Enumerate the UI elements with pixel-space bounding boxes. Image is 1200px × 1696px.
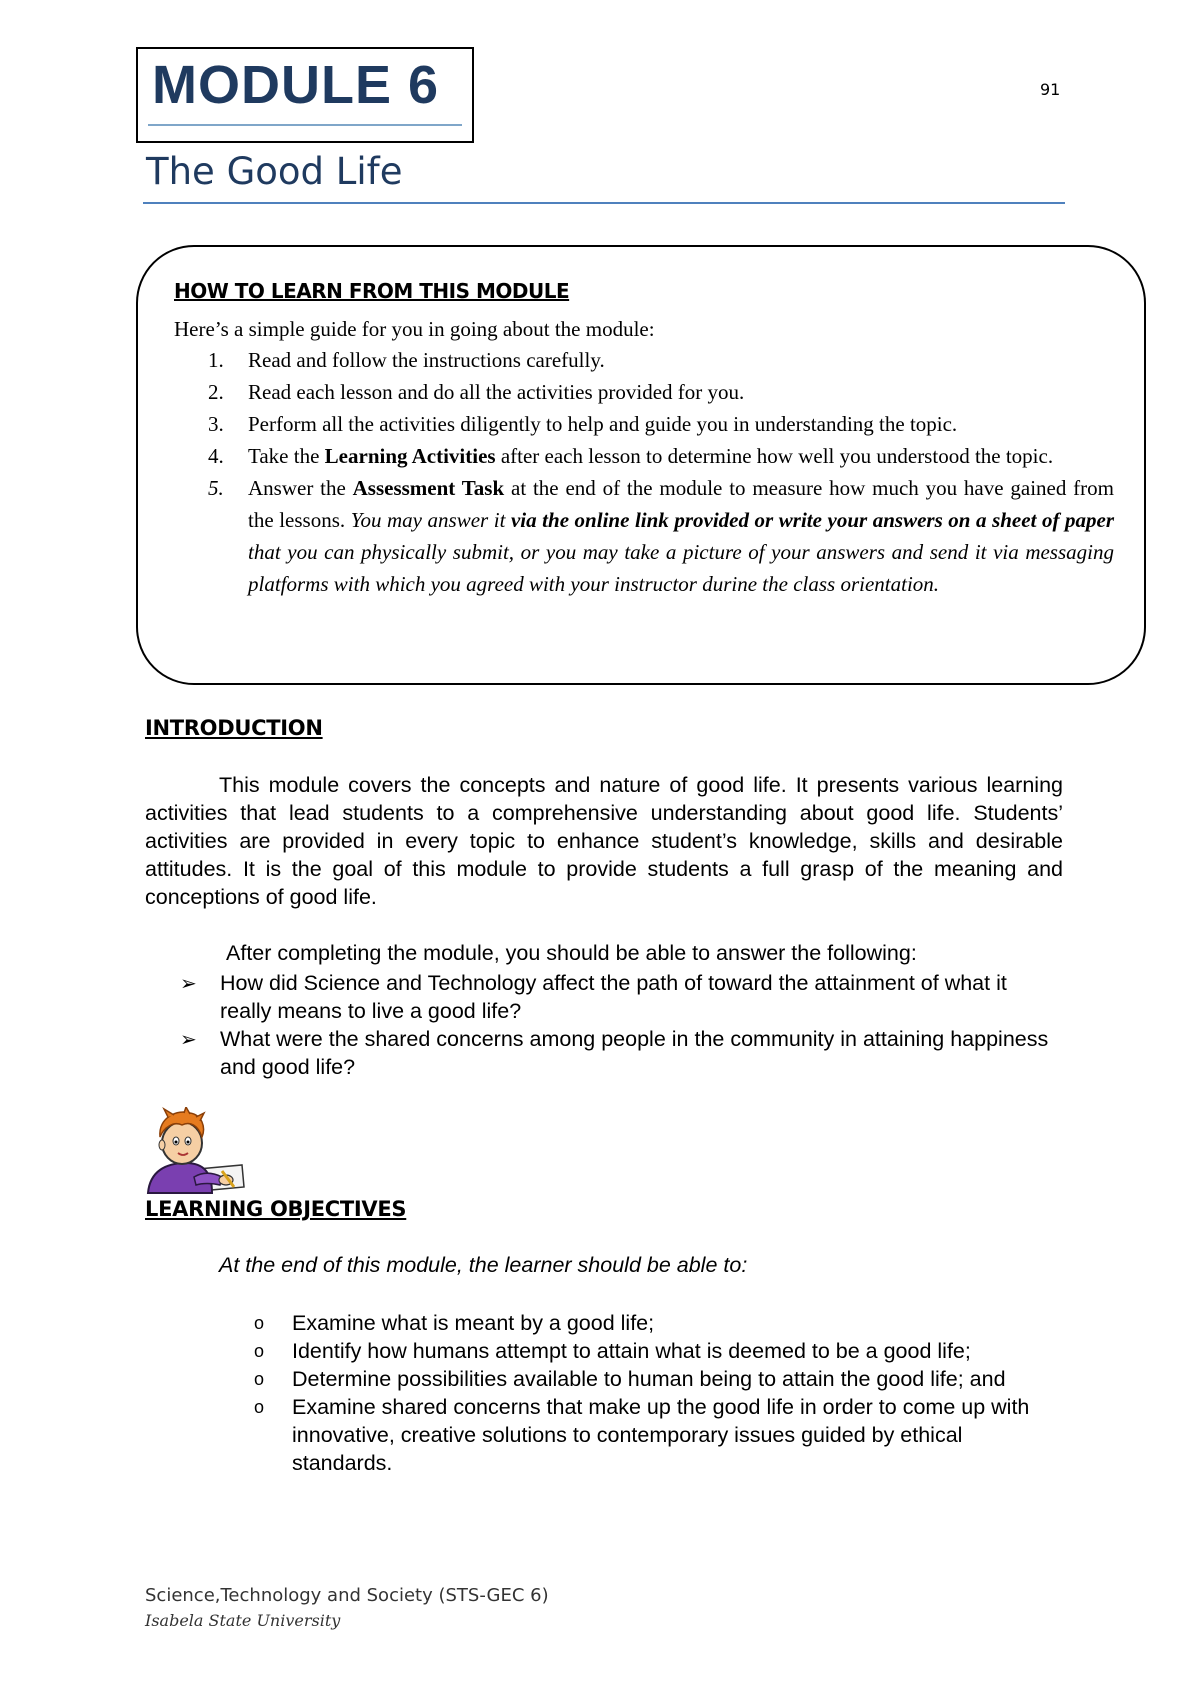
guide-item-number: 3.	[208, 412, 224, 436]
introduction-after-text: After completing the module, you should be able to answer the following:	[226, 941, 917, 965]
guide-item-number: 5.	[208, 476, 224, 500]
guide-item-text: Perform all the activities diligently to help and guide you in understanding the topic.	[248, 412, 958, 436]
guide-item-italic-a: You may answer it	[350, 508, 511, 532]
guide-item-text: Read and follow the instructions carefully.	[248, 348, 605, 372]
guide-item-emphasis: Learning Activities	[324, 444, 496, 468]
introduction-heading: INTRODUCTION	[145, 716, 323, 740]
objectives-lead: At the end of this module, the learner should be able to:	[219, 1253, 748, 1277]
guide-item-text: Read each lesson and do all the activities provided for you.	[248, 380, 745, 404]
title-divider	[143, 202, 1065, 204]
question-list	[180, 969, 1060, 1081]
arrow-bullet-icon: ➢	[180, 1027, 197, 1051]
guide-item-emphasis: Assessment Task	[352, 476, 505, 500]
objective-text: Examine shared concerns that make up the good life in order to come up with innovative, creative solutions to contemporary issues guided by ethical standards.	[292, 1395, 1030, 1475]
objective-text: Examine what is meant by a good life;	[292, 1311, 655, 1335]
question-item	[180, 1025, 1060, 1081]
student-writing-illustration	[138, 1107, 246, 1195]
guide-item-italic-b: that you can physically submit, or you may take a picture of your answers and send it via messaging platforms with which you agreed with your instructor durine the class orientation.	[248, 540, 1114, 596]
guide-item-number: 4.	[208, 444, 224, 468]
guide-intro: Here’s a simple guide for you in going about the module:	[174, 317, 655, 341]
objective-text: Determine possibilities available to human being to attain the good life; and	[292, 1367, 1006, 1391]
page-number: 91	[1040, 80, 1061, 99]
guide-item-text-pre: Answer the	[248, 476, 353, 500]
guide-item-text-post: at the end of the module to measure how much you have gained from the lessons.	[248, 476, 1115, 532]
guide-item	[174, 408, 1114, 440]
guide-item	[174, 440, 1114, 472]
guide-item-number: 1.	[208, 348, 224, 372]
circle-bullet-icon: o	[254, 1397, 265, 1417]
guide-item-text-pre: Take the	[248, 444, 325, 468]
module-box-rule	[148, 124, 462, 126]
question-text: How did Science and Technology affect the path of toward the attainment of what it really means to live a good life?	[220, 971, 1007, 1023]
question-item	[180, 969, 1060, 1025]
guide-item-bold-italic: via the online link provided or write your answers on a sheet of paper	[510, 508, 1114, 532]
arrow-bullet-icon: ➢	[180, 971, 197, 995]
objective-item	[254, 1309, 1066, 1337]
guide-heading: HOW TO LEARN FROM THIS MODULE	[174, 279, 570, 303]
guide-item-text-post: after each lesson to determine how well you understood the topic.	[495, 444, 1054, 468]
objective-text: Identify how humans attempt to attain what is deemed to be a good life;	[292, 1339, 971, 1363]
guide-item	[174, 376, 1114, 408]
circle-bullet-icon: o	[254, 1341, 265, 1361]
objectives-list	[254, 1309, 1066, 1477]
introduction-paragraph: This module covers the concepts and nature of good life. It presents various learning activities that lead students to a comprehensive understanding about good life. Students’ activities are provided in every topic to enhance student’s knowledge, skills and desirable attitudes. It is the goal of this module to provide students a full grasp of the meaning and conceptions of good life.	[145, 773, 1063, 909]
circle-bullet-icon: o	[254, 1313, 265, 1333]
guide-item	[174, 344, 1114, 376]
objective-item	[254, 1393, 1066, 1477]
objective-item	[254, 1337, 1066, 1365]
page-title: The Good Life	[146, 150, 403, 193]
objective-item	[254, 1365, 1066, 1393]
footer-university: Isabela State University	[145, 1611, 341, 1630]
module-label: MODULE 6	[152, 55, 440, 115]
circle-bullet-icon: o	[254, 1369, 265, 1389]
footer-course: Science,Technology and Society (STS-GEC 6)	[145, 1585, 549, 1606]
objectives-heading: LEARNING OBJECTIVES	[145, 1197, 407, 1221]
guide-item-number: 2.	[208, 380, 224, 404]
question-text: What were the shared concerns among people in the community in attaining happiness and good life?	[220, 1027, 1049, 1079]
guide-list	[174, 344, 1114, 600]
guide-item	[174, 472, 1114, 600]
